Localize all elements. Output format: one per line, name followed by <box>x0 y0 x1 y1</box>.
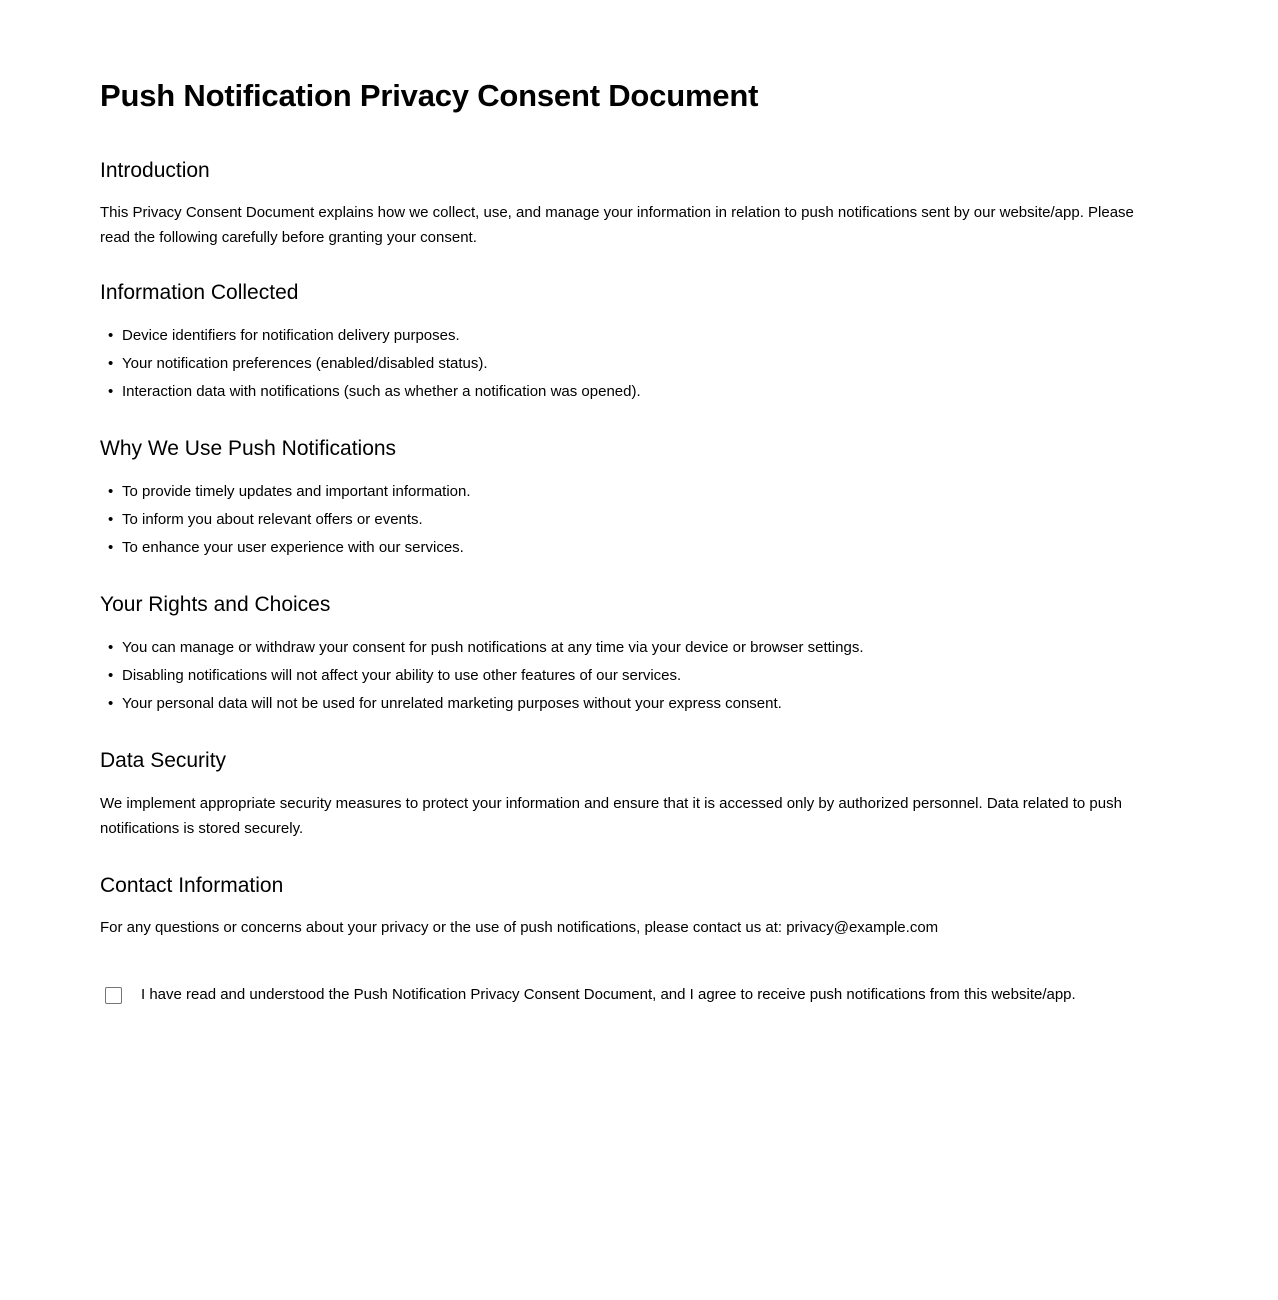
section-heading-data-security: Data Security <box>100 749 227 773</box>
section-heading-introduction: Introduction <box>100 158 210 182</box>
section-contact-information <box>100 873 1156 940</box>
list-item: • Disabling notifications will not affect your ability to use other features of our services. <box>122 662 1156 690</box>
list-item: • To enhance your user experience with our services. <box>122 534 1156 562</box>
section-introduction <box>100 158 1156 250</box>
list-item: • To inform you about relevant offers or events. <box>122 506 1156 534</box>
list-why-we-use-push-notifications <box>100 478 1156 562</box>
list-item: • To provide timely updates and important information. <box>122 478 1156 506</box>
consent-row <box>100 984 1156 1006</box>
document-content <box>100 78 1156 1006</box>
section-heading-your-rights-and-choices: Your Rights and Choices <box>100 593 331 617</box>
list-item: • You can manage or withdraw your consent for push notifications at any time via your device or browser settings. <box>122 634 1156 662</box>
section-information-collected <box>100 280 1156 406</box>
list-item: • Device identifiers for notification delivery purposes. <box>122 322 1156 350</box>
section-paragraph-contact-information: For any questions or concerns about your privacy or the use of push notifications, please contact us at: privacy@example.com <box>100 918 939 936</box>
list-your-rights-and-choices <box>100 634 1156 718</box>
section-data-security <box>100 748 1156 840</box>
section-paragraph-introduction: This Privacy Consent Document explains how we collect, use, and manage your information in relation to push notifications sent by our website/app. Please read the following carefully before granting your consent. <box>100 203 1134 246</box>
page-title: Push Notification Privacy Consent Document <box>100 78 759 113</box>
list-item: • Interaction data with notifications (such as whether a notification was opened). <box>122 378 1156 406</box>
section-heading-information-collected: Information Collected <box>100 280 299 304</box>
section-paragraph-data-security: We implement appropriate security measures to protect your information and ensure that it is accessed only by authorized personnel. Data related to push notifications is stored securely. <box>100 794 1122 837</box>
consent-checkbox-label[interactable]: I have read and understood the Push Notification Privacy Consent Document, and I agree to receive push notifications from this website/app. <box>141 985 1076 1003</box>
list-item: • Your personal data will not be used for unrelated marketing purposes without your express consent. <box>122 690 1156 718</box>
list-information-collected <box>100 322 1156 406</box>
section-why-we-use-push-notifications <box>100 436 1156 562</box>
section-heading-why-we-use-push-notifications: Why We Use Push Notifications <box>100 437 397 461</box>
section-your-rights-and-choices <box>100 592 1156 718</box>
section-heading-contact-information: Contact Information <box>100 873 284 897</box>
consent-checkbox[interactable] <box>105 987 122 1004</box>
list-item: • Your notification preferences (enabled/disabled status). <box>122 350 1156 378</box>
